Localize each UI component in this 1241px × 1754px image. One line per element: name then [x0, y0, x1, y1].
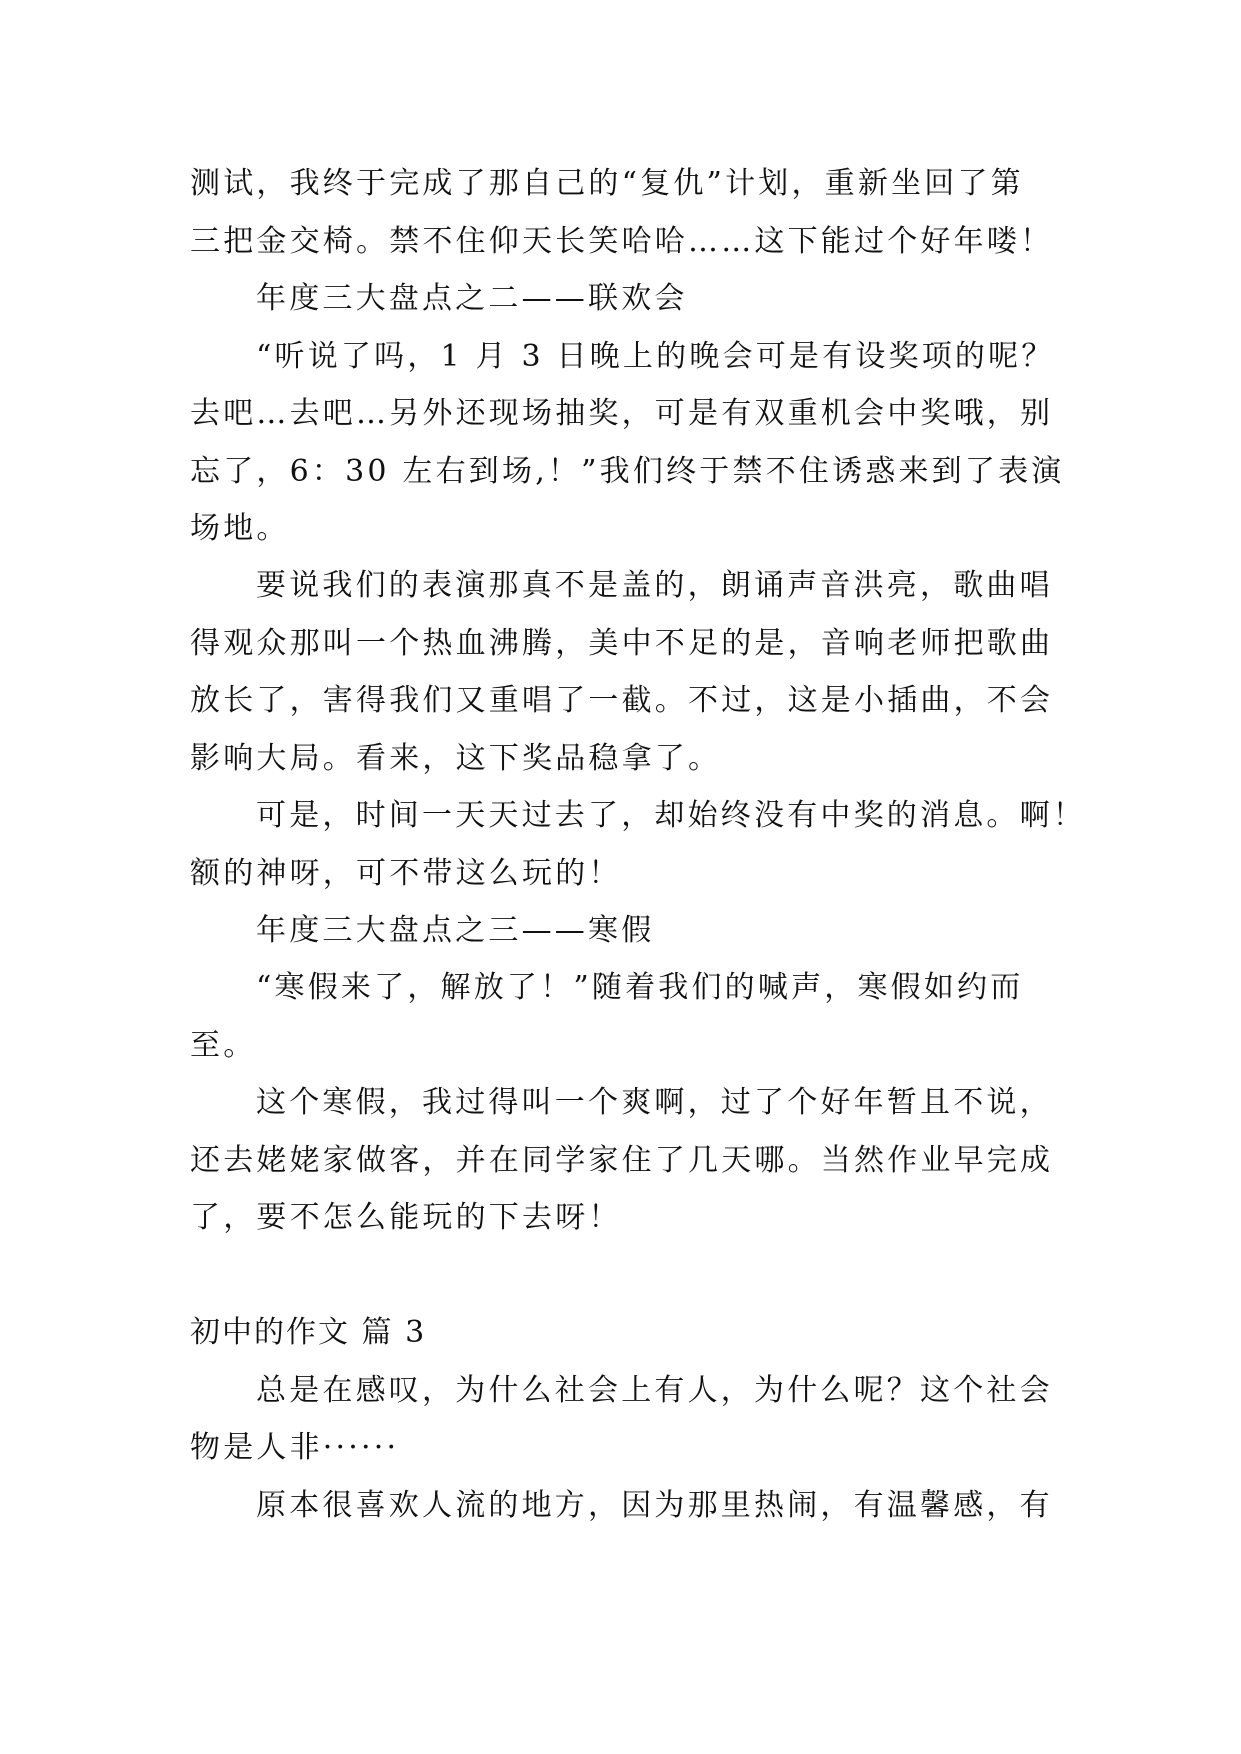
paragraph-line: 物是人非······ [190, 1430, 400, 1465]
paragraph-line: 总是在感叹，为什么社会上有人，为什么呢？这个社会 [256, 1373, 1053, 1408]
paragraph-line: “寒假来了，解放了！”随着我们的喊声，寒假如约而 [256, 970, 1024, 1005]
paragraph-line: 原本很喜欢人流的地方，因为那里热闹，有温馨感，有 [256, 1488, 1053, 1523]
paragraph-line: 场地。 [190, 511, 290, 546]
paragraph-line: 额的神呀，可不带这么玩的！ [190, 856, 622, 891]
paragraph-line: 影响大局。看来，这下奖品稳拿了。 [190, 741, 722, 776]
section-subtitle: 年度三大盘点之二——联欢会 [256, 281, 688, 316]
paragraph-line: 放长了，害得我们又重唱了一截。不过，这是小插曲，不会 [190, 683, 1054, 718]
paragraph-line: 至。 [190, 1028, 257, 1063]
section-heading: 初中的作文 篇 3 [190, 1315, 427, 1350]
paragraph-line: 三把金交椅。禁不住仰天长笑哈哈……这下能过个好年喽！ [190, 224, 1054, 259]
paragraph-line: 测试，我终于完成了那自己的“复仇”计划，重新坐回了第 [190, 166, 1024, 201]
paragraph-line: 还去姥姥家做客，并在同学家住了几天哪。当然作业早完成 [190, 1143, 1054, 1178]
paragraph-line: 得观众那叫一个热血沸腾，美中不足的是，音响老师把歌曲 [190, 626, 1054, 661]
paragraph-line: “听说了吗，1 月 3 日晚上的晚会可是有设奖项的呢？ [256, 339, 1055, 374]
paragraph-line: 去吧…去吧…另外还现场抽奖，可是有双重机会中奖哦，别 [190, 396, 1054, 431]
paragraph-line: 了，要不怎么能玩的下去呀！ [190, 1200, 622, 1235]
paragraph-line: 可是，时间一天天过去了，却始终没有中奖的消息。啊！ [256, 798, 1086, 833]
paragraph-line: 忘了，6：30 左右到场,！”我们终于禁不住诱惑来到了表演 [190, 454, 1065, 489]
paragraph-line: 这个寒假，我过得叫一个爽啊，过了个好年暂且不说， [256, 1085, 1053, 1120]
paragraph-line: 要说我们的表演那真不是盖的，朗诵声音洪亮，歌曲唱 [256, 568, 1053, 603]
section-subtitle: 年度三大盘点之三——寒假 [256, 913, 655, 948]
